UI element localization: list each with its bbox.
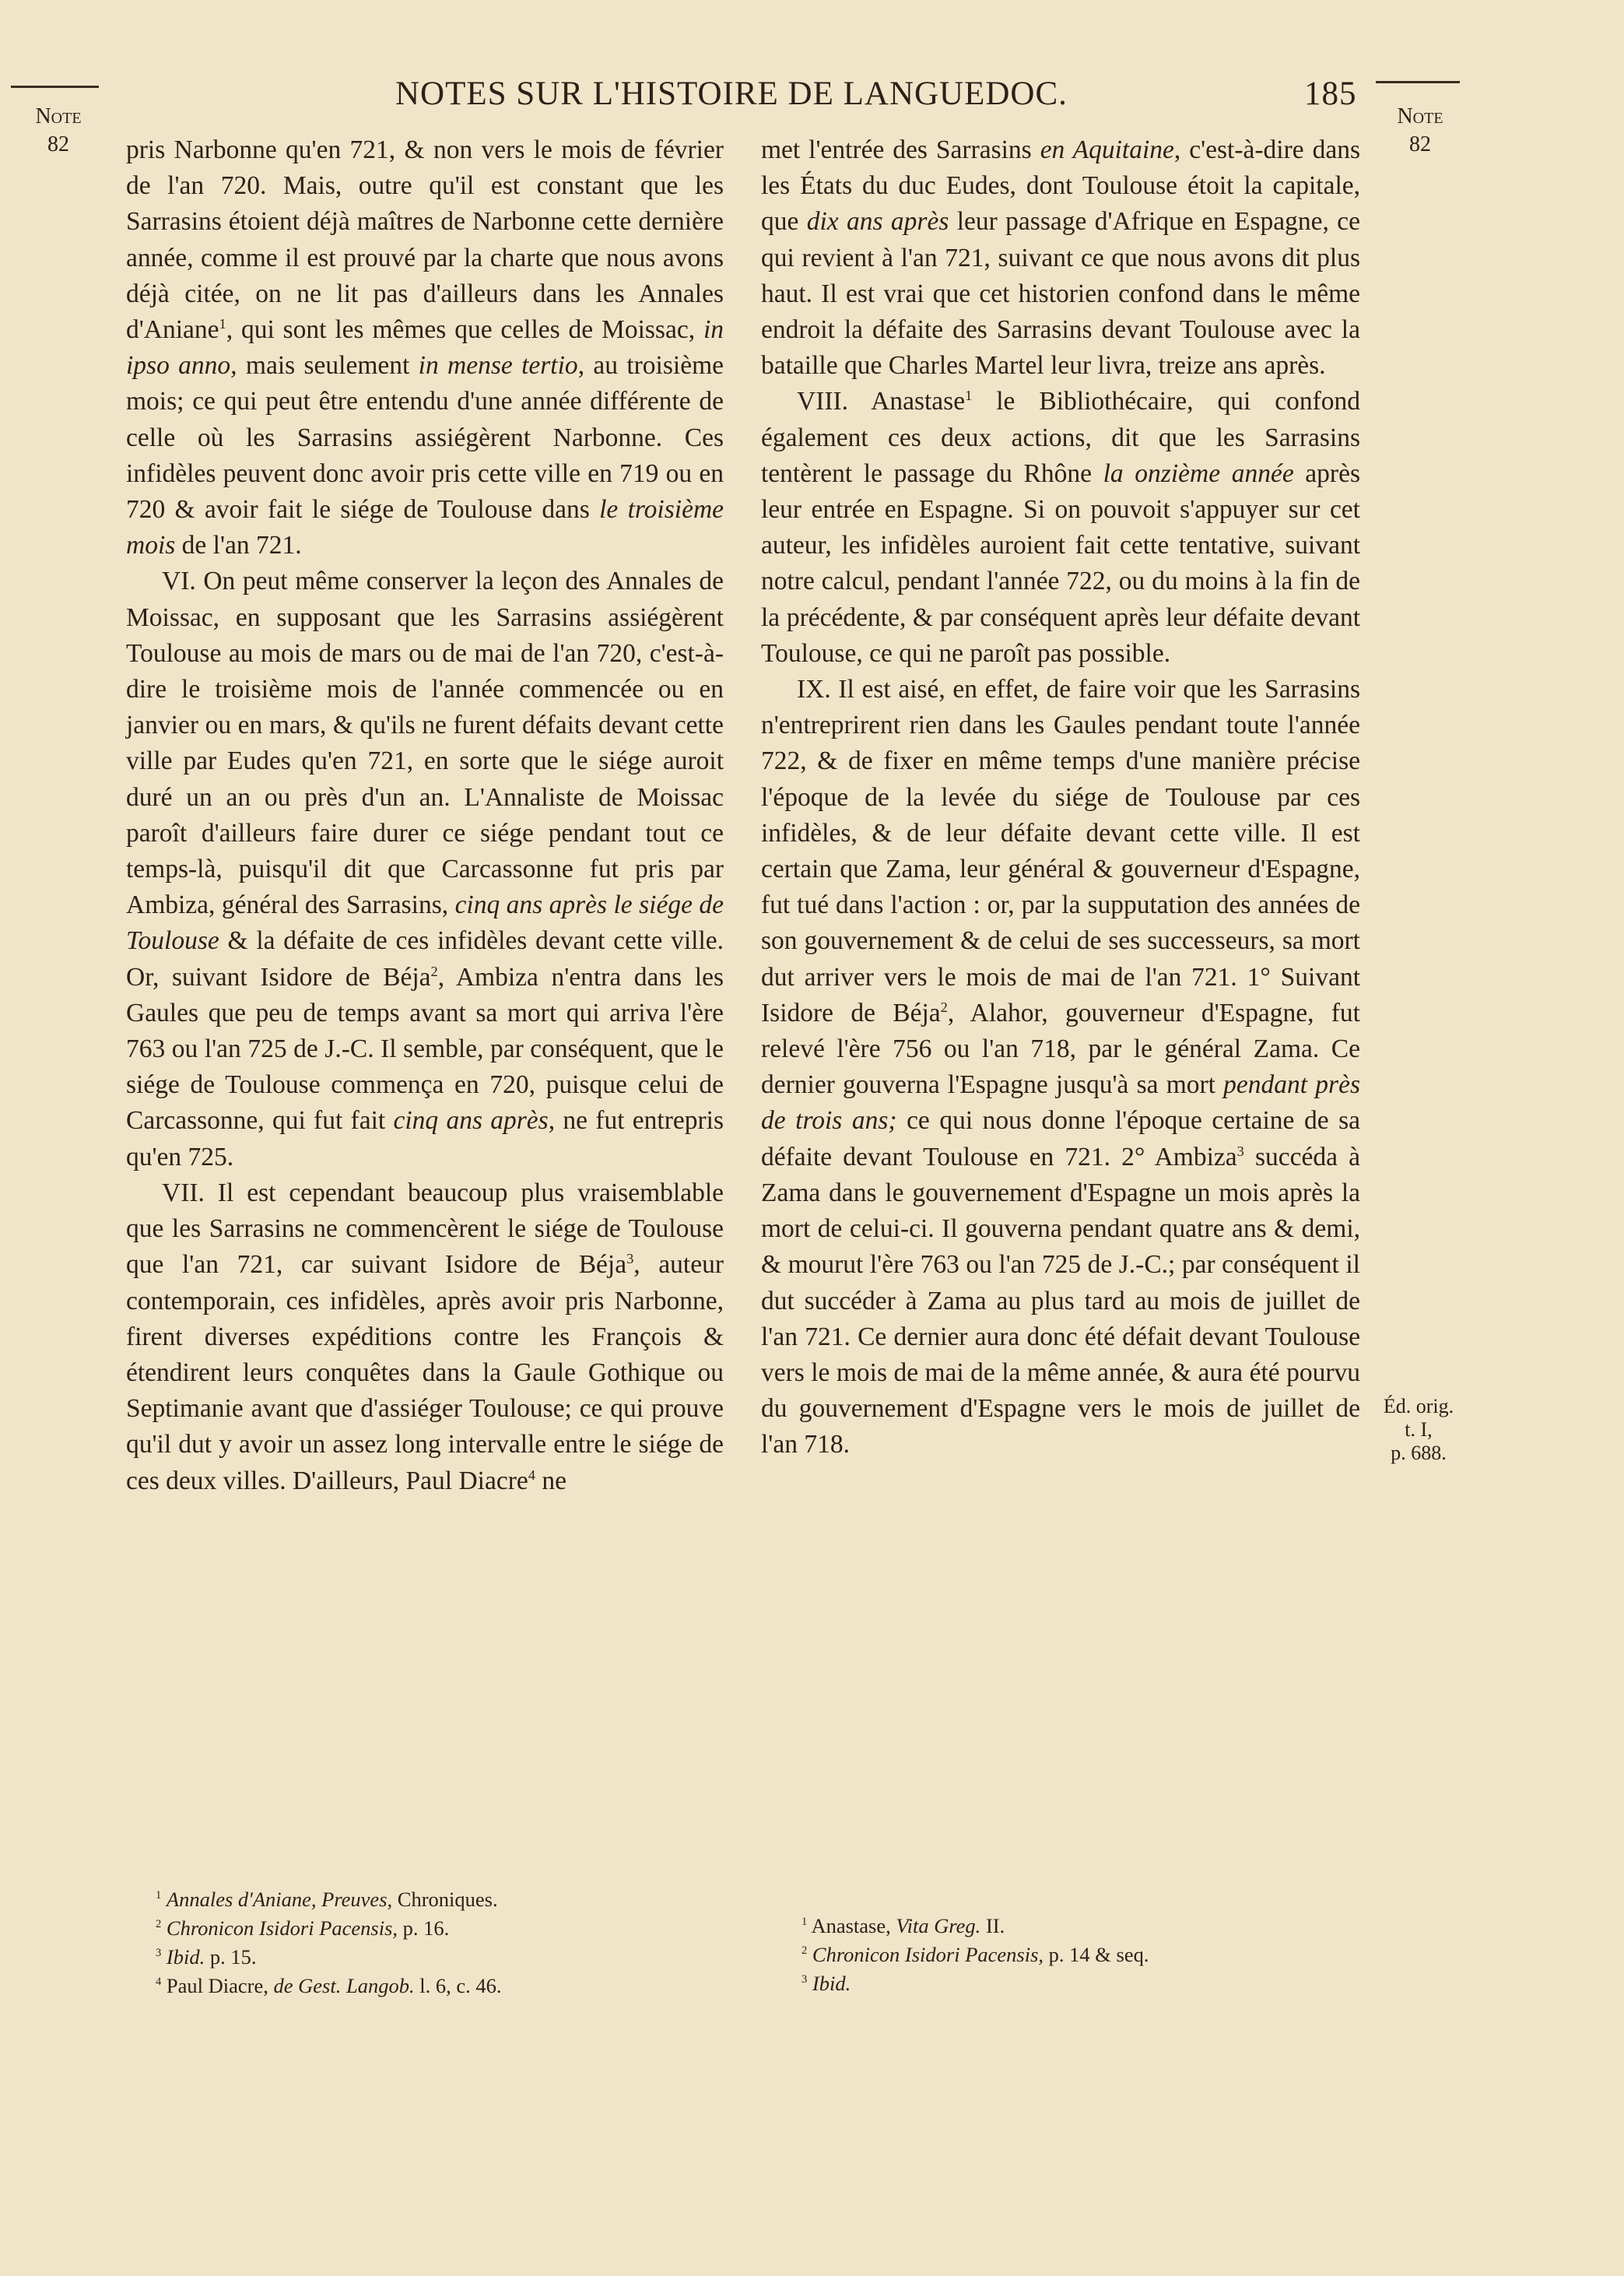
left-note-word: Note [35, 104, 82, 128]
right-footnotes [801, 1912, 1362, 1998]
right-paragraph-viii: VIII. Anastase$^1$ le Bibliothécaire, qui confond également ces deux actions, dit que les Sarrasins tentèrent le passage du Rhône la onzième année après leur entrée en Espagne. Si on pouvoit s'appuyer sur cet auteur, les infidèles auroient fait cette tentative, suivant notre calcul, pendant l'année 722, ou du moins à la fin de la précédente, & par conséquent après leur défaite devant Toulouse, ce qui ne paroît pas possible. [761, 387, 1360, 668]
footnote: $^2$ Chronicon Isidori Pacensis, p. 14 & seq. [801, 1943, 1149, 1966]
margin-reference: Éd. orig. t. I, p. 688. [1383, 1395, 1454, 1464]
left-paragraph-vi: VI. On peut même conserver la leçon des Annales de Moissac, en supposant que les Sarrasins assiégèrent Toulouse au mois de mars ou de mai de l'an 720, c'est-à-dire le troisième mois de l'année commencée ou en janvier ou en mars, & qu'ils ne furent défaits devant cette ville par Eudes qu'en 721, en sorte que le siége auroit duré un an ou près d'un an. L'Annaliste de Moissac paroît d'ailleurs faire durer ce siége pendant tout ce temps-là, puisqu'il dit que Carcassonne fut pris par Ambiza, général des Sarrasins, cinq ans après le siége de Toulouse & la défaite de ces infidèles devant cette ville. Or, suivant Isidore de Béja$^2$, Ambiza n'entra dans les Gaules que peu de temps avant sa mort qui arriva l'ère 763 ou l'an 725 de J.-C. Il semble, par conséquent, que le siége de Toulouse commença en 720, puisque celui de Carcassonne, qui fut fait cinq ans après, ne fut entrepris qu'en 725. [126, 567, 724, 1171]
right-note-label [1376, 103, 1464, 159]
header-rule-right [1376, 81, 1460, 83]
footnote: $^3$ Ibid. [801, 1972, 851, 1995]
right-paragraph-1: met l'entrée des Sarrasins en Aquitaine, c'est-à-dire dans les États du duc Eudes, dont Toulouse étoit la capitale, que dix ans après leur passage d'Afrique en Espagne, ce qui revient à l'an 721, suivant ce que nous avons dit plus haut. Il est vrai que cet historien confond dans le même endroit la défaite des Sarrasins devant Toulouse avec la bataille que Charles Martel leur livra, treize ans après. [761, 135, 1361, 381]
right-column [761, 132, 1360, 1463]
left-column [126, 132, 724, 1499]
page-number: 185 [1304, 76, 1357, 112]
right-note-word: Note [1397, 104, 1443, 128]
left-note-label [16, 103, 101, 159]
right-note-number: 82 [1409, 132, 1431, 156]
footnote: $^2$ Chronicon Isidori Pacensis, p. 16. [156, 1916, 450, 1940]
left-note-number: 82 [47, 132, 69, 156]
right-paragraph-ix: IX. Il est aisé, en effet, de faire voir que les Sarrasins n'entreprirent rien dans les Gaules pendant toute l'année 722, & de fixer en même temps d'une manière précise l'époque de la levée du siége de Toulouse par ces infidèles, & de leur défaite devant cette ville. Il est certain que Zama, leur général & gouverneur d'Espagne, fut tué dans l'action : or, par la supputation des années de son gouvernement & de celui de ses successeurs, sa mort dut arriver vers le mois de mai de l'an 721. 1° Suivant Isidore de Béja$^2$, Alahor, gouverneur d'Espagne, fut relevé l'ère 756 ou l'an 718, par le général Zama. Ce dernier gouverna l'Espagne jusqu'à sa mort pendant près de trois ans; ce qui nous donne l'époque certaine de sa défaite devant Toulouse en 721. 2° Ambiza$^3$ succéda à Zama dans le gouvernement d'Espagne un mois après la mort de celui-ci. Il gouverna pendant quatre ans & demi, & mourut l'ère 763 ou l'an 725 de J.-C.; par conséquent il dut succéder à Zama au plus tard au mois de juillet de l'an 721. Ce dernier aura donc été défait devant Toulouse vers le mois de mai de la même année, & aura été pourvu du gouvernement d'Espagne vers le mois de juillet de l'an 718. [761, 675, 1360, 1459]
left-paragraph-1: pris Narbonne qu'en 721, & non vers le mois de février de l'an 720. Mais, outre qu'il est constant que les Sarrasins étoient déjà maîtres de Narbonne cette dernière année, comme il est prouvé par la charte que nous avons déjà citée, on ne lit pas d'ailleurs dans les Annales d'Aniane$^1$, qui sont les mêmes que celles de Moissac, in ipso anno, mais seulement in mense tertio, au troisième mois; ce qui peut être entendu d'une année différente de celle où les Sarrasins assiégèrent Narbonne. Ces infidèles peuvent donc avoir pris cette ville en 719 ou en 720 & avoir fait le siége de Toulouse dans le troisième mois de l'an 721. [126, 135, 724, 560]
footnote: $^4$ Paul Diacre, de Gest. Langob. l. 6, c. 46. [156, 1974, 502, 1997]
footnote: $^3$ Ibid. p. 15. [156, 1945, 257, 1969]
left-footnotes [156, 1885, 716, 2000]
footnote: $^1$ Anastase, Vita Greg. II. [801, 1914, 1005, 1937]
header-rule-left [11, 86, 99, 88]
left-paragraph-vii: VII. Il est cependant beaucoup plus vraisemblable que les Sarrasins ne commencèrent le siége de Toulouse que l'an 721, car suivant Isidore de Béja$^3$, auteur contemporain, ces infidèles, après avoir pris Narbonne, firent diverses expéditions contre les François & étendirent leurs conquêtes dans la Gaule Gothique ou Septimanie avant que d'assiéger Toulouse; ce qui prouve qu'il dut y avoir un assez long intervalle entre le siége de ces deux villes. D'ailleurs, Paul Diacre$^4$ ne [126, 1178, 724, 1495]
running-head: NOTES SUR L'HISTOIRE DE LANGUEDOC. [395, 76, 1068, 112]
footnote: $^1$ Annales d'Aniane, Preuves, Chroniques. [156, 1888, 498, 1911]
